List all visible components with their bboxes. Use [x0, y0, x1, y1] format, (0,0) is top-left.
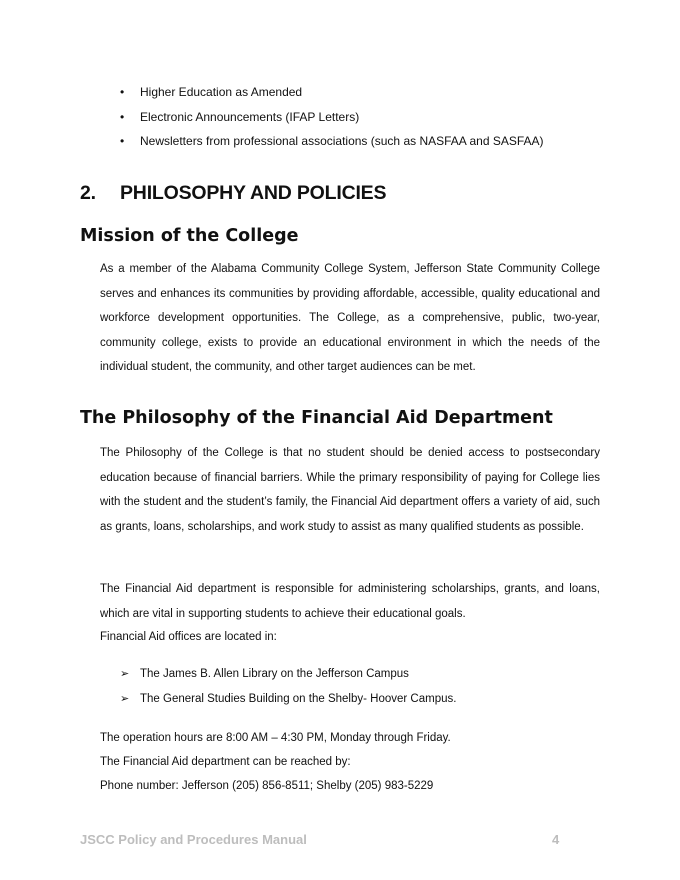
- arrow-right-icon: ➢: [120, 693, 130, 705]
- page-number: 4: [552, 832, 560, 847]
- operation-hours: The operation hours are 8:00 AM – 4:30 PM, Monday through Friday.: [100, 732, 451, 744]
- list-item: ➢ The James B. Allen Library on the Jefferson Campus: [120, 662, 456, 687]
- footer-title: JSCC Policy and Procedures Manual: [80, 832, 307, 847]
- phone-numbers: Phone number: Jefferson (205) 856-8511; Shelby (205) 983-5229: [100, 780, 434, 792]
- intro-bullet-list: [120, 80, 544, 154]
- list-item: ➢ The General Studies Building on the Shelby- Hoover Campus.: [120, 687, 456, 712]
- offices-intro: Financial Aid offices are located in:: [100, 631, 277, 643]
- mission-heading: Mission of the College: [80, 226, 299, 246]
- arrow-right-icon: ➢: [120, 668, 130, 680]
- section-title: PHILOSOPHY AND POLICIES: [120, 182, 387, 204]
- contact-intro: The Financial Aid department can be reached by:: [100, 756, 351, 768]
- mission-paragraph: As a member of the Alabama Community College System, Jefferson State Community College serves and enhances its communities by providing affordable, accessible, quality educational and workforce development opportunities. The College, as a comprehensive, public, two-year, community college, exists to provide an educational environment in which the needs of the individual student, the community, and other target audiences can be met.: [100, 263, 600, 373]
- bullet-dot-icon: •: [120, 134, 125, 148]
- bullet-dot-icon: •: [120, 85, 125, 99]
- philosophy-heading: The Philosophy of the Financial Aid Department: [80, 408, 553, 428]
- administration-paragraph: The Financial Aid department is responsible for administering scholarships, grants, and loans, which are vital in supporting students to achieve their educational goals.: [100, 583, 600, 620]
- philosophy-paragraph: The Philosophy of the College is that no student should be denied access to postsecondary education because of financial barriers. While the primary responsibility of paying for College lies with the student and the student’s family, the Financial Aid department offers a variety of aid, such as grants, loans, scholarships, and work study to assist as many qualified students as possible.: [100, 447, 600, 533]
- bullet-dot-icon: •: [120, 109, 125, 124]
- section-number: 2.: [80, 182, 96, 204]
- list-item: • Newsletters from professional associations (such as NASFAA and SASFAA): [120, 129, 544, 154]
- list-item: • Higher Education as Amended: [120, 80, 544, 105]
- list-item: • Electronic Announcements (IFAP Letters): [120, 105, 544, 130]
- section-heading: [80, 179, 386, 207]
- office-location-list: [120, 662, 456, 712]
